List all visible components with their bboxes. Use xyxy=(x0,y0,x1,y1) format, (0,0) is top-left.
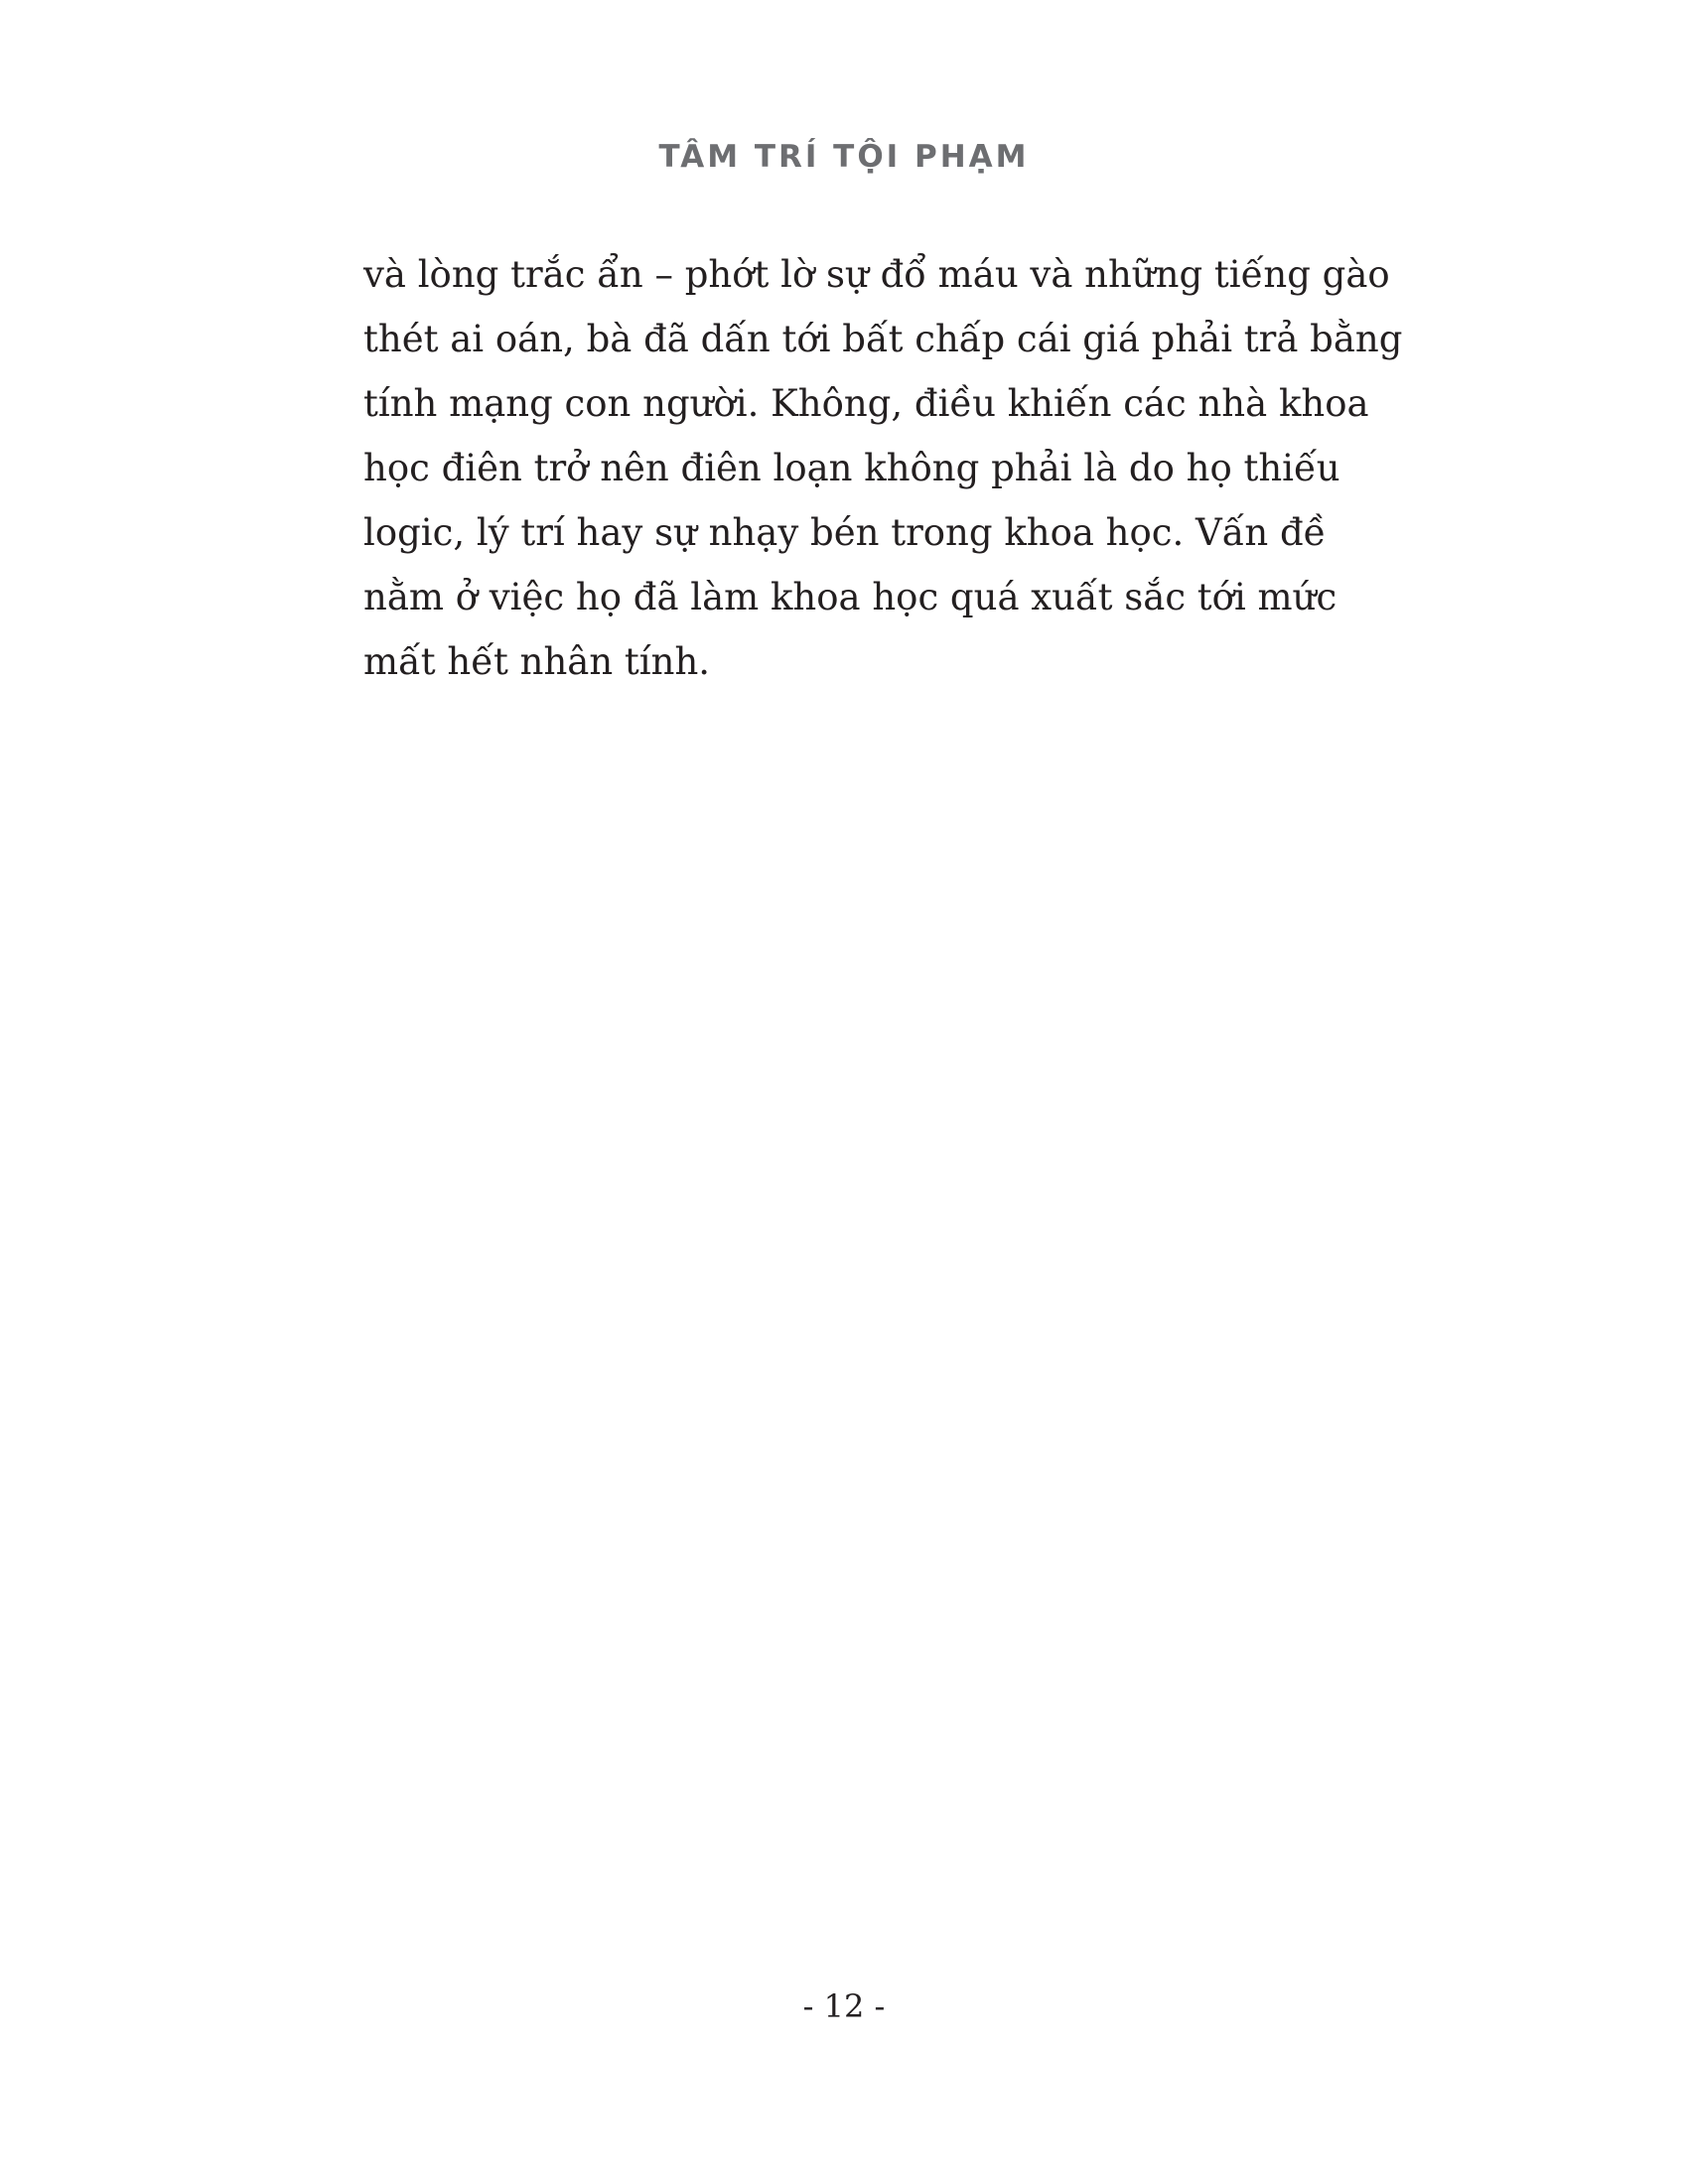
paragraph-line: tính mạng con người. Không, điều khiến các nhà khoa xyxy=(363,382,1369,425)
paragraph-line: logic, lý trí hay sự nhạy bén trong khoa học. Vấn đề xyxy=(363,511,1327,554)
paragraph-line: mất hết nhân tính. xyxy=(363,640,711,683)
page-number: - 12 - xyxy=(802,1987,886,2025)
running-header-title: TÂM TRÍ TỘI PHẠM xyxy=(658,139,1030,175)
paragraph-line: học điên trở nên điên loạn không phải là do họ thiếu xyxy=(363,447,1340,489)
body-paragraph xyxy=(363,242,1403,694)
paragraph-line: nằm ở việc họ đã làm khoa học quá xuất sắc tới mức xyxy=(363,576,1337,618)
paragraph-line: và lòng trắc ẩn – phớt lờ sự đổ máu và những tiếng gào xyxy=(363,253,1390,296)
paragraph-line: thét ai oán, bà đã dấn tới bất chấp cái giá phải trả bằng xyxy=(363,318,1403,360)
